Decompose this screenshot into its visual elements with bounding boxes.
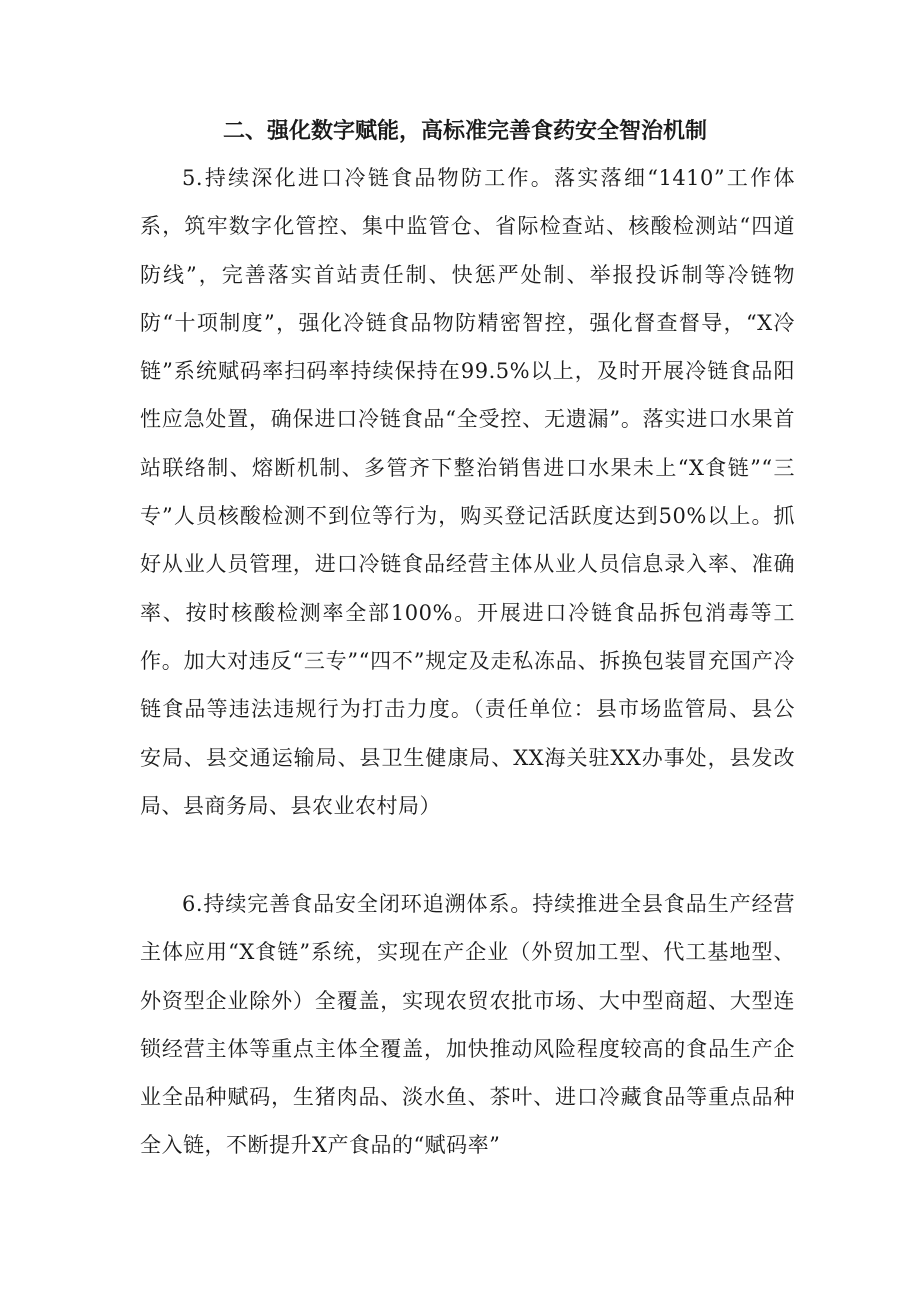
paragraph-item-6: 6.持续完善食品安全闭环追溯体系。持续推进全县食品生产经营主体应用“X食链”系统，实现在产企业（外贸加工型、代工基地型、外资型企业除外）全覆盖，实现农贸农批市场、大中型商超、大型连锁经营主体等重点主体全覆盖，加快推动风险程度较高的食品生产企业全品种赋码，生猪肉品、淡水鱼、茶叶、进口冷藏食品等重点品种全入链，不断提升X产食品的“赋码率” bbox=[140, 892, 795, 1158]
section-heading: 二、强化数字赋能，高标准完善食药安全智治机制 bbox=[222, 119, 707, 144]
paragraph-item-5: 5.持续深化进口冷链食品物防工作。落实落细“1410”工作体系，筑牢数字化管控、集中监管仓、省际检查站、核酸检测站“四道防线”，完善落实首站责任制、快惩严处制、举报投诉制等冷链物防“十项制度”，强化冷链食品物防精密智控，强化督查督导，“X冷链”系统赋码率扫码率持续保持在99.5%以上，及时开展冷链食品阳性应急处置，确保进口冷链食品“全受控、无遗漏”。落实进口水果首站联络制、熔断机制、多管齐下整治销售进口水果未上“X食链”“三专”人员核酸检测不到位等行为，购买登记活跃度达到50%以上。抓好从业人员管理，进口冷链食品经营主体从业人员信息录入率、准确率、按时核酸检测率全部100%。开展进口冷链食品拆包消毒等工作。加大对违反“三专”“四不”规定及走私冻品、拆换包装冒充国产冷链食品等违法违规行为打击力度。（责任单位：县市场监管局、县公安局、县交通运输局、县卫生健康局、XX海关驻XX办事处，县发改局、县商务局、县农业农村局） bbox=[140, 166, 795, 818]
